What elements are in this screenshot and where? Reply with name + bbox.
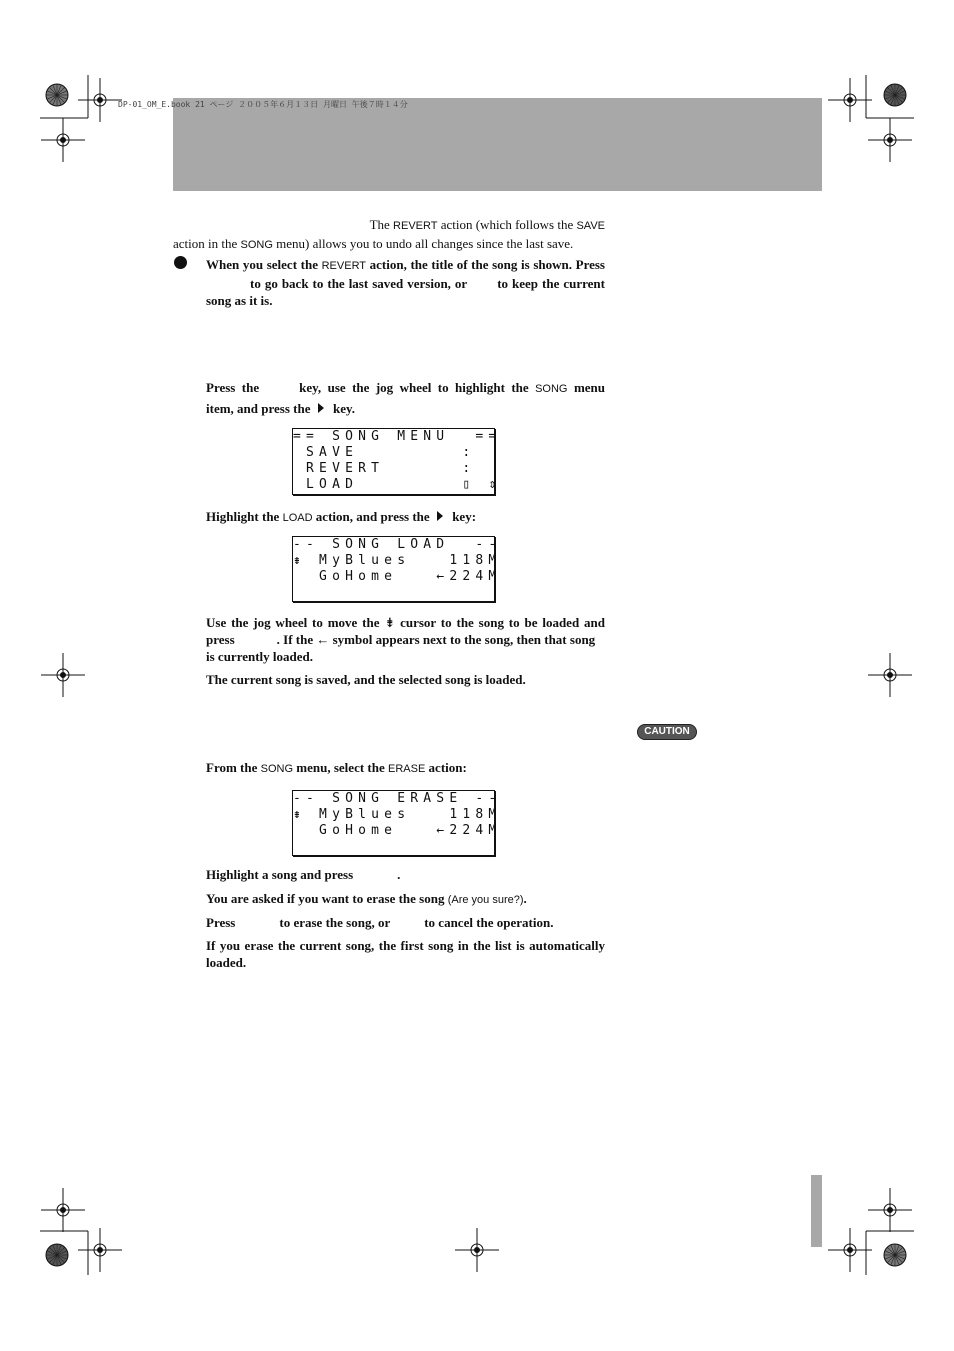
text: action (which follows the xyxy=(437,217,577,232)
save-keyword: SAVE xyxy=(576,220,605,232)
text: Highlight a song and press xyxy=(206,867,354,882)
confirm-prompt: (Are you sure?) xyxy=(447,894,524,906)
right-arrow-key-icon xyxy=(318,403,324,413)
crosshair-target-icon xyxy=(868,653,912,697)
text: key, use the jog wheel to highlight the xyxy=(299,380,529,395)
erase-step-2 xyxy=(206,866,605,883)
text: action in the xyxy=(173,236,241,251)
lcd-song-erase xyxy=(292,790,502,856)
crosshair-target-icon xyxy=(78,78,122,122)
right-arrow-key-icon xyxy=(437,511,443,521)
caution-badge: CAUTION xyxy=(637,724,697,740)
lcd-line: ⇟ MyBlues 118M xyxy=(293,553,502,568)
text: . If the ← symbol appears next to the song, then that song xyxy=(276,632,596,647)
note-bullet-icon xyxy=(174,256,187,269)
registration-disc-icon xyxy=(46,84,68,106)
lcd-line: GoHome ←224M xyxy=(293,823,502,838)
text: action, the title of the song is shown. Press xyxy=(366,257,605,272)
text: Use the jog wheel to move the ⇟ cursor to the song to be loaded and xyxy=(206,615,605,630)
load-step-1 xyxy=(206,379,605,417)
text: press xyxy=(206,632,235,647)
revert-note xyxy=(206,256,605,309)
revert-keyword: REVERT xyxy=(321,260,367,272)
text: key. xyxy=(332,401,356,416)
text: Press the xyxy=(206,380,260,395)
book-info: DP-01_OM_E.book 21 ページ ２００５年６月１３日 月曜日 午後７時１４分 xyxy=(118,100,408,109)
lcd-song-load xyxy=(292,536,502,602)
song-keyword: SONG xyxy=(240,239,273,251)
lcd-line: LOAD ▯ ⇕ xyxy=(293,477,502,492)
erase-step-3 xyxy=(206,890,605,909)
song-keyword: SONG xyxy=(535,383,568,395)
text: loaded. xyxy=(206,955,247,970)
crosshair-target-icon xyxy=(78,1228,122,1272)
crosshair-target-icon xyxy=(828,1228,872,1272)
text: action, and press the xyxy=(315,509,430,524)
lcd-line: -- SONG LOAD -- xyxy=(293,537,502,552)
lcd-line: REVERT : xyxy=(293,461,476,476)
load-step-2 xyxy=(206,508,605,527)
erase-keyword: ERASE xyxy=(388,763,426,775)
text: If you erase the current song, the first song in the list is automatically xyxy=(206,938,605,953)
crosshair-target-icon xyxy=(828,78,872,122)
erase-step-4 xyxy=(206,914,605,931)
lcd-line: -- SONG ERASE -- xyxy=(293,791,502,806)
crosshair-target-icon xyxy=(455,1228,499,1272)
text: to erase the song, or xyxy=(279,915,391,930)
text: action: xyxy=(428,760,467,775)
song-keyword: SONG xyxy=(260,763,294,775)
lcd-line: ⇟ MyBlues 118M xyxy=(293,807,502,822)
crosshair-target-icon xyxy=(41,1188,85,1232)
erase-step-1 xyxy=(206,759,605,778)
revert-intro xyxy=(173,216,605,254)
text: item, and press the xyxy=(206,401,311,416)
load-step-4: The current song is saved, and the selected song is loaded. xyxy=(206,672,526,687)
text: to cancel the operation. xyxy=(424,915,554,930)
crosshair-target-icon xyxy=(41,118,85,162)
lcd-song-menu xyxy=(292,428,502,495)
text: When you select the xyxy=(206,257,322,272)
text: . xyxy=(397,867,401,882)
text: From the xyxy=(206,760,258,775)
text: Press xyxy=(206,915,236,930)
text: to go back to the last saved version, or xyxy=(250,276,468,291)
crosshair-target-icon xyxy=(868,118,912,162)
registration-disc-icon xyxy=(46,1244,68,1266)
erase-step-5 xyxy=(206,937,605,971)
load-keyword: LOAD xyxy=(282,512,313,524)
text: menu) allows you to undo all changes since the last save. xyxy=(272,236,574,251)
lcd-line: GoHome ←224M xyxy=(293,569,502,584)
text: key: xyxy=(452,509,477,524)
text: . xyxy=(523,891,527,906)
registration-disc-icon xyxy=(884,84,906,106)
text: song as it is. xyxy=(206,293,273,308)
text: You are asked if you want to erase the song xyxy=(206,891,445,906)
registration-disc-icon xyxy=(884,1244,906,1266)
crosshair-target-icon xyxy=(41,653,85,697)
lcd-line: == SONG MENU == xyxy=(293,429,502,444)
text: is currently loaded. xyxy=(206,649,314,664)
text: The xyxy=(369,217,394,232)
text: menu, select the xyxy=(296,760,385,775)
lcd-line: SAVE : xyxy=(293,445,476,460)
text: Highlight the xyxy=(206,509,280,524)
text: menu xyxy=(573,380,605,395)
load-step-3 xyxy=(206,614,605,665)
crosshair-target-icon xyxy=(868,1188,912,1232)
text: to keep the current xyxy=(497,276,605,291)
revert-keyword: REVERT xyxy=(393,220,438,232)
